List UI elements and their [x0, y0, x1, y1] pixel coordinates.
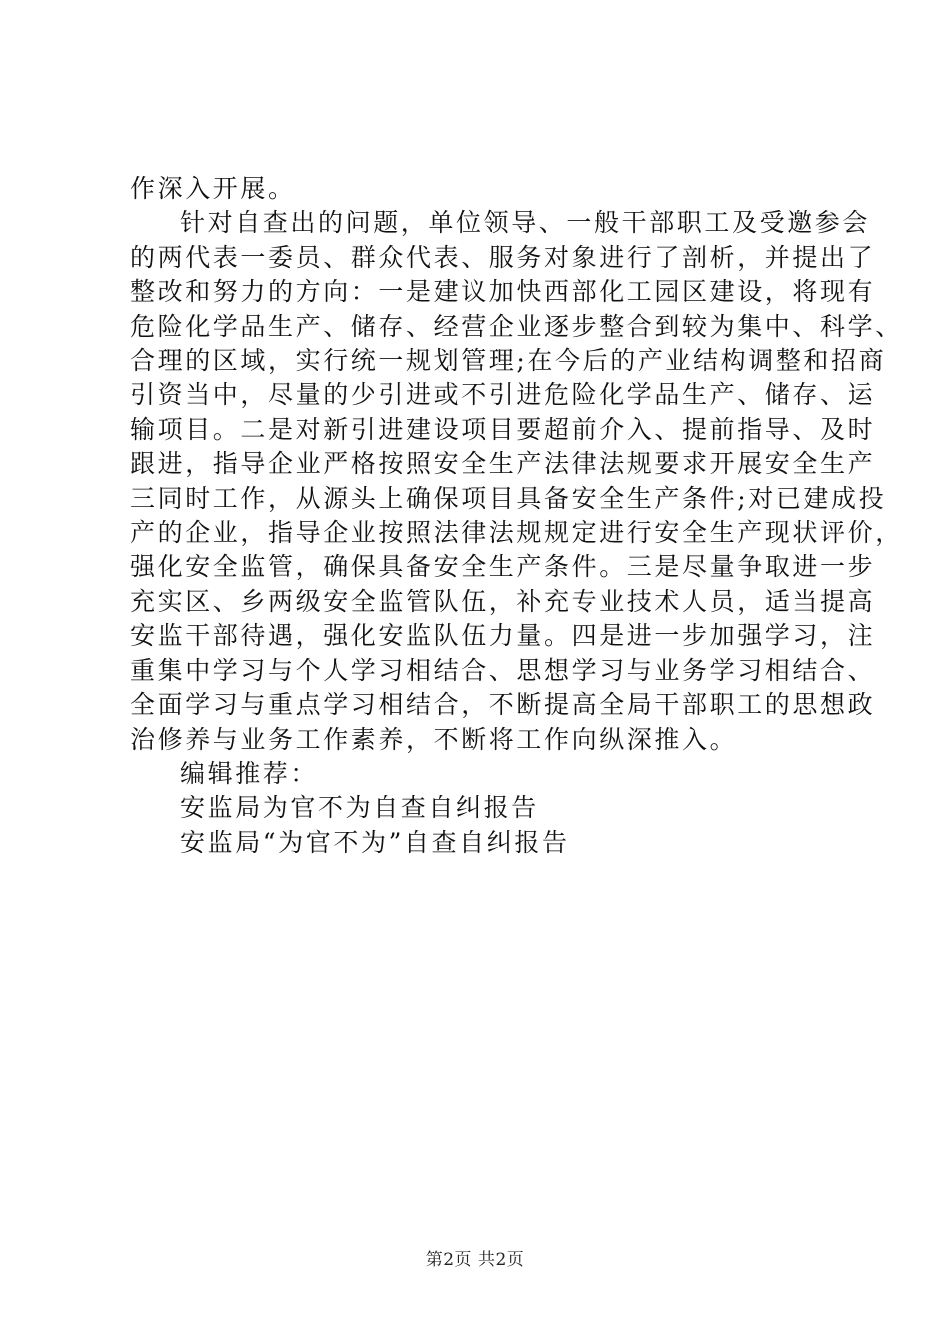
recommend-label: 编辑推荐： — [180, 758, 319, 788]
recommend-link[interactable]: 安监局为官不为自查自纠报告 — [180, 793, 539, 823]
body-line: 三同时工作，从源头上确保项目具备安全生产条件;对已建成投 — [130, 483, 887, 513]
body-line: 作深入开展。 — [130, 174, 296, 203]
body-line: 产的企业，指导企业按照法律法规规定进行安全生产现状评价， — [130, 518, 903, 548]
body-line: 危险化学品生产、储存、经营企业逐步整合到较为集中、科学、 — [130, 311, 903, 341]
body-line: 安监干部待遇，强化安监队伍力量。四是进一步加强学习，注 — [130, 621, 876, 651]
page-footer — [0, 1245, 950, 1270]
body-line: 整改和努力的方向：一是建议加快西部化工园区建设，将现有 — [130, 277, 876, 307]
body-line: 全面学习与重点学习相结合，不断提高全局干部职工的思想政 — [130, 690, 876, 720]
recommend-link[interactable]: 安监局“为官不为”自查自纠报告 — [180, 827, 570, 857]
paragraph-start-line: 针对自查出的问题，单位领导、一般干部职工及受邀参会 — [180, 208, 871, 238]
body-line: 治修养与业务工作素养，不断将工作向纵深推入。 — [130, 724, 738, 754]
document-body — [130, 172, 903, 860]
body-line: 强化安全监管，确保具备安全生产条件。三是尽量争取进一步 — [130, 552, 876, 582]
body-line: 充实区、乡两级安全监管队伍，补充专业技术人员，适当提高 — [130, 586, 876, 616]
body-line: 重集中学习与个人学习相结合、思想学习与业务学习相结合、 — [130, 655, 876, 685]
body-line: 引资当中，尽量的少引进或不引进危险化学品生产、储存、运 — [130, 380, 876, 410]
page-number: 第2页 共2页 — [425, 1250, 525, 1270]
body-line: 的两代表一委员、群众代表、服务对象进行了剖析，并提出了 — [130, 242, 876, 272]
body-line: 输项目。二是对新引进建设项目要超前介入、提前指导、及时 — [130, 414, 876, 444]
body-line: 合理的区域，实行统一规划管理;在今后的产业结构调整和招商 — [130, 346, 887, 376]
body-line: 跟进，指导企业严格按照安全生产法律法规要求开展安全生产 — [130, 449, 876, 479]
